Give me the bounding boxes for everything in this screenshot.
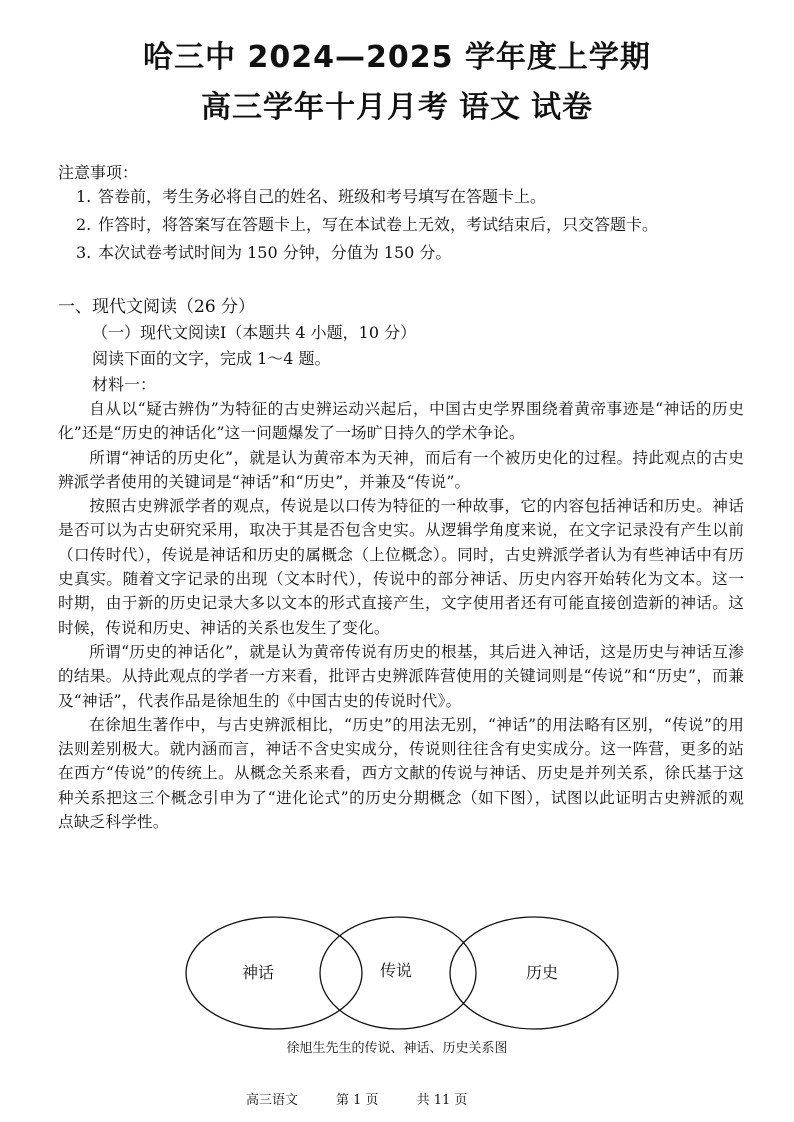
venn-label-legend: 传说 [379, 961, 413, 980]
venn-label-history: 历史 [525, 963, 559, 982]
exam-title-line1: 哈三中 2024—2025 学年度上学期 [143, 40, 651, 75]
note-number: 3. [76, 243, 92, 262]
venn-diagram [180, 915, 620, 1035]
exam-title-suffix: 试卷 [531, 90, 593, 125]
exam-title-line2 [0, 82, 794, 126]
note-text: 作答时，将答案写在答题卡上，写在本试卷上无效，考试结束后，只交答题卡。 [98, 215, 659, 234]
exam-subject: 语文 [459, 90, 521, 125]
footer-subject: 高三语文 [246, 1093, 299, 1108]
note-item [76, 242, 658, 270]
reading-instruction: 阅读下面的文字，完成 1～4 题。 [92, 349, 331, 368]
venn-label-myth: 神话 [241, 963, 275, 982]
notes-list [76, 186, 658, 270]
section-title: 一、现代文阅读（26 分） [58, 297, 256, 317]
material-label: 材料一： [92, 375, 157, 394]
passage-body [58, 397, 744, 834]
diagram-caption: 徐旭生先生的传说、神话、历史关系图 [286, 1041, 508, 1056]
passage-paragraph: 按照古史辨派学者的观点，传说是以口传为特征的一种故事，它的内容包括神话和历史。神话是否可以为古史研究采用，取决于其是否包含史实。从逻辑学角度来说，在文字记录没有产生以前（口传时代），传说是神话和历史的属概念（上位概念）。同时，古史辨派学者认为有些神话中有历史真实。随着文字记录的出现（文本时代），传说中的部分神话、历史内容开始转化为文本。这一时期，由于新的历史记录大多以文本的形式直接产生，文字使用者还有可能直接创造新的神话。这时候，传说和历史、神话的关系也发生了变化。 [58, 497, 744, 637]
passage-paragraph: 所谓“神话的历史化”，就是认为黄帝本为天神，而后有一个被历史化的过程。持此观点的古史辨派学者使用的关键词是“神话”和“历史”，并兼及“传说”。 [58, 448, 744, 491]
exam-title-prefix: 高三学年十月月考 [201, 90, 449, 125]
footer-total-pages: 共 11 页 [416, 1093, 468, 1108]
notes-heading: 注意事项： [58, 163, 139, 182]
page-footer [246, 1089, 505, 1108]
passage-paragraph: 自从以“疑古辨伪”为特征的古史辨运动兴起后，中国古史学界围绕着黄帝事迹是“神话的历史化”还是“历史的神话化”这一问题爆发了一场旷日持久的学术争论。 [58, 400, 744, 443]
note-number: 1. [76, 187, 92, 206]
note-number: 2. [76, 215, 92, 234]
subsection-title: （一）现代文阅读Ⅰ（本题共 4 小题，10 分） [92, 323, 417, 342]
footer-page-number: 第 1 页 [336, 1093, 379, 1108]
note-item [76, 186, 658, 214]
note-text: 答卷前，考生务必将自己的姓名、班级和考号填写在答题卡上。 [98, 187, 547, 206]
passage-paragraph: 在徐旭生著作中，与古史辨派相比，“历史”的用法无别，“神话”的用法略有区别，“传说”的用法则差别极大。就内涵而言，神话不含史实成分，传说则往往含有史实成分。这一阵营，更多的站在西方“传说”的传统上。从概念关系来看，西方文献的传说与神话、历史是并列关系，徐氏基于这种关系把这三个概念引申为了“进化论式”的历史分期概念（如下图），试图以此证明古史辨派的观点缺乏科学性。 [58, 715, 744, 832]
note-item [76, 214, 658, 242]
note-text: 本次试卷考试时间为 150 分钟，分值为 150 分。 [98, 243, 452, 262]
passage-paragraph: 所谓“历史的神话化”，就是认为黄帝传说有历史的根基，其后进入神话，这是历史与神话互渗的结果。从持此观点的学者一方来看，批评古史辨派阵营使用的关键词则是“传说”和“历史”，而兼及“神话”，代表作品是徐旭生的《中国古史的传说时代》。 [58, 642, 744, 710]
